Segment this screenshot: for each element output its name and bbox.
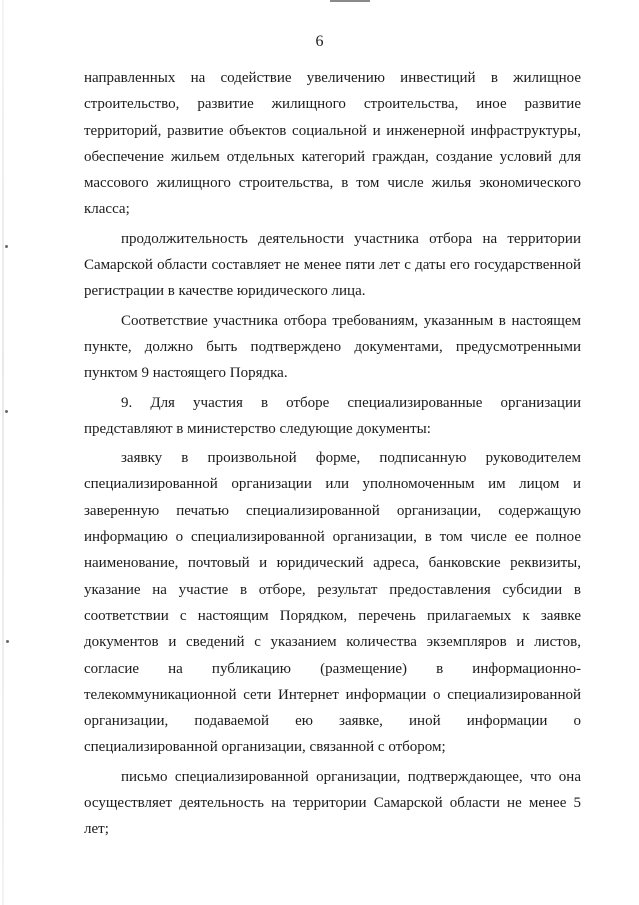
document-body xyxy=(84,65,581,846)
paragraph-1: направленных на содействие увеличению инвестиций в жилищное строительство, развитие жилищного строительства, иное развитие территорий, развитие объектов социальной и инженерной инфраструктуры, обеспечение жильем отдельных категорий граждан, создание условий для массового жилищного строительства, в том числе жилья экономического класса; xyxy=(84,70,581,218)
paragraph-6: письмо специализированной организации, подтверждающее, что она осуществляет деятельность на территории Самарской области не менее 5 лет; xyxy=(84,768,581,838)
paragraph-3: Соответствие участника отбора требованиям, указанным в настоящем пункте, должно быть подтверждено документами, предусмотренными пунктом 9 настоящего Порядка. xyxy=(84,312,581,382)
paragraph-2: продолжительность деятельности участника отбора на территории Самарской области составляет не менее пяти лет с даты его государственной регистрации в качестве юридического лица. xyxy=(84,230,581,300)
scan-artifact xyxy=(6,640,9,643)
paragraph-4: 9. Для участия в отборе специализированные организации представляют в министерство следующие документы: xyxy=(84,394,581,437)
scan-artifact xyxy=(330,0,370,2)
paragraph-5: заявку в произвольной форме, подписанную руководителем специализированной организации или уполномоченным им лицом и заверенную печатью специализированной организации, содержащую информацию о специализированной организации, в том числе ее полное наименование, почтовый и юридический адреса, банковские реквизиты, указание на участие в отборе, результат предоставления субсидии в соответствии с настоящим Порядком, перечень прилагаемых к заявке документов и сведений с указанием количества экземпляров и листов, согласие на публикацию (размещение) в информационно-телекоммуникационной сети Интернет информации о специализированной организации, подаваемой ею заявке, иной информации о специализированной организации, связанной с отбором; xyxy=(84,450,581,756)
page-number: 6 xyxy=(315,33,324,50)
scan-edge xyxy=(2,0,4,905)
scan-artifact xyxy=(5,410,8,413)
scan-artifact xyxy=(5,245,8,248)
